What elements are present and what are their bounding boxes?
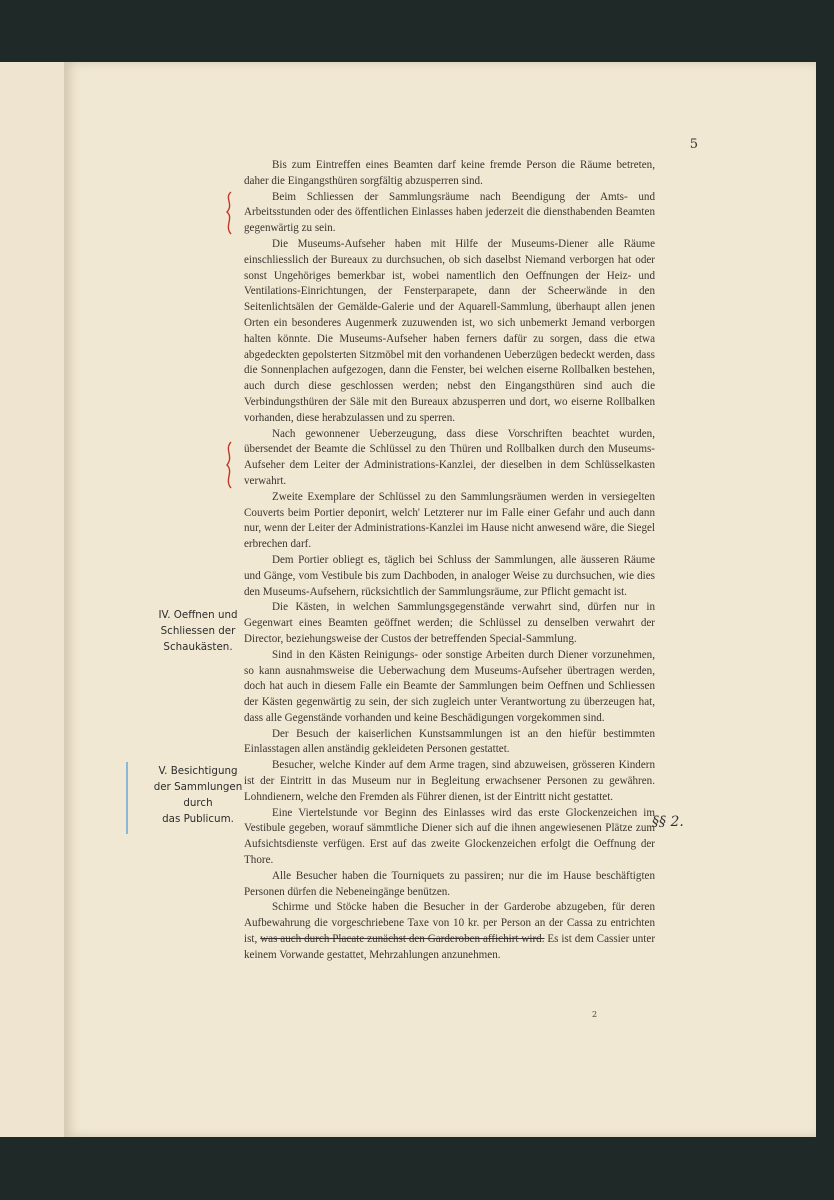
red-bracket-mark-2	[222, 440, 236, 490]
paragraph-13-before: Schirme und Stöcke haben die Besucher in der Garderobe abzugeben, für deren Aufbewahrung die vorgeschriebene Taxe von 10 kr. per Person an der Cassa zu entrichten ist,	[244, 901, 655, 946]
sidenote-section-iv	[142, 607, 254, 655]
paragraph-12: Alle Besucher haben die Tourniquets zu passiren; nur die im Hause beschäftigten Personen dürfen die Nebeneingänge benützen.	[244, 869, 655, 898]
sidenote-iv-line-3: Schaukästen.	[163, 641, 233, 653]
paragraph-13	[244, 900, 655, 963]
red-bracket-mark-1	[222, 190, 236, 236]
sidenote-v-line-4: das Publicum.	[162, 813, 234, 825]
paragraph-10: Besucher, welche Kinder auf dem Arme tragen, sind abzuweisen, grösseren Kindern ist der Eintritt in das Museum nur in Begleitung erwachsener Personen zu gewähren. Lohndienern, welche den Fremden als Führer dienen, ist der Eintritt nicht gestattet.	[244, 759, 655, 803]
paragraph-8: Sind in den Kästen Reinigungs- oder sonstige Arbeiten durch Diener vorzunehmen, so kann ausnahmsweise die Ueberwachung dem Museums-Aufseher übertragen werden, doch hat auch in diesem Falle ein Beamte der Sammlungen beim Oeffnen und Schliessen der Kästen gegenwärtig zu sein, der sich zugleich unter Verantwortung zu überzeugen hat, dass alle Gegenstände vorhanden und keine Beschädigungen vorgekommen sind.	[244, 648, 655, 724]
paragraph-5: Zweite Exemplare der Schlüssel zu den Sammlungsräumen werden in versiegelten Couverts beim Portier deponirt, welch' Letzterer nur im Falle einer Gefahr und auch dann nur, wenn der Leiter der Administrations-Kanzlei im Hause nicht anwesend wäre, die Siegel erbrechen darf.	[244, 490, 655, 551]
page-number: 5	[689, 137, 698, 152]
sidenote-iv-line-1: IV. Oeffnen und	[158, 609, 238, 621]
sidenote-v-line-3: durch	[183, 797, 213, 809]
document-page	[64, 62, 816, 1137]
paragraph-13-after: Es ist dem Cassier unter keinem Vorwande gestattet, Mehrzahlungen anzunehmen.	[244, 933, 656, 961]
facing-page-edge	[0, 62, 65, 1137]
paragraph-4: Nach gewonnener Ueberzeugung, dass diese Vorschriften beachtet wurden, übersendet der Beamte die Schlüssel zu den Thüren und Rollbalken durch den Museums-Aufseher dem Leiter der Administrations-Kanzlei, der dieselben in dem Schlüsselkasten verwahrt.	[244, 427, 655, 487]
paragraph-3: Die Museums-Aufseher haben mit Hilfe der Museums-Diener alle Räume einschliesslich der Bureaux zu durchsuchen, ob sich daselbst Niemand verborgen hat oder sonst Ungehöriges bemerkbar ist, wobei namentlich den Oeffnungen der Heiz- und Ventilations-Einrichtungen, der Fensterparapete, dann der Scheerwände in den Seitenlichtsälen der Gemälde-Galerie und der Aquarell-Sammlung, überhaupt allen jenen Orten ein besonderes Augenmerk zuzuwenden ist, wo sich unbemerkt Jemand verborgen halten könnte. Die Museums-Aufseher haben ferners dafür zu sorgen, dass die etwa abgedeckten gepolsterten Sitzmöbel mit den vorhandenen Ueberzügen bedeckt werden, dass die Sonnenplachen aufgezogen, dann die Fenster, bei welchen eiserne Rollbalken bestehen, auch durch diese geschlossen werden; nebst den Eingangsthüren sind auch die Verbindungsthüren der Säle mit den Bureaux abzusperren und dort, wo eiserne Rollbalken vorhanden, diese herabzulassen und zu sperren.	[244, 237, 655, 424]
paragraph-11: Eine Viertelstunde vor Beginn des Einlasses wird das erste Glockenzeichen im Vestibule gegeben, worauf sämmtliche Diener sich auf die ihnen angewiesenen Plätze zum Aufsichtsdienste verfügen. Erst auf das zweite Glockenzeichen erfolgt die Oeffnung der Thore.	[244, 806, 655, 867]
blue-margin-line	[126, 762, 128, 834]
paragraph-7: Die Kästen, in welchen Sammlungsgegenstände verwahrt sind, dürfen nur in Gegenwart eines Beamten geöffnet werden; die Schlüssel zu denselben verwahrt der Director, beziehungsweise der Custos der betreffenden Special-Sammlung.	[244, 601, 655, 645]
paragraph-2: Beim Schliessen der Sammlungsräume nach Beendigung der Amts- und Arbeitsstunden oder des öffentlichen Einlasses haben jederzeit die diensthabenden Beamten gegenwärtig zu sein.	[244, 190, 655, 235]
paragraph-1: Bis zum Eintreffen eines Beamten darf keine fremde Person die Räume betreten, daher die Eingangsthüren sorgfältig abzusperren sind.	[244, 159, 655, 187]
paragraph-9: Der Besuch der kaiserlichen Kunstsammlungen ist an den hiefür bestimmten Einlasstagen allen anständig gekleideten Personen gestattet.	[244, 727, 655, 756]
struck-text: was auch durch Placate zunächst den Garderoben affichirt wird.	[260, 933, 545, 946]
body-text	[244, 158, 655, 964]
paragraph-6: Dem Portier obliegt es, täglich bei Schluss der Sammlungen, alle äusseren Räume und Gänge, vom Vestibule bis zum Dachboden, in analoger Weise zu durchsuchen, wie dies den Museums-Aufsehern, rücksichtlich der Sammlungsräume, zur Pflicht gemacht ist.	[244, 553, 655, 598]
signature-mark: 2	[592, 1010, 598, 1019]
sidenote-v-line-1: V. Besichtigung	[158, 765, 238, 777]
handwritten-annotation: §§ 2.	[652, 814, 684, 830]
sidenote-v-line-2: der Sammlungen	[153, 781, 243, 793]
sidenote-section-v	[142, 763, 254, 827]
sidenote-iv-line-2: Schliessen der	[160, 625, 236, 637]
